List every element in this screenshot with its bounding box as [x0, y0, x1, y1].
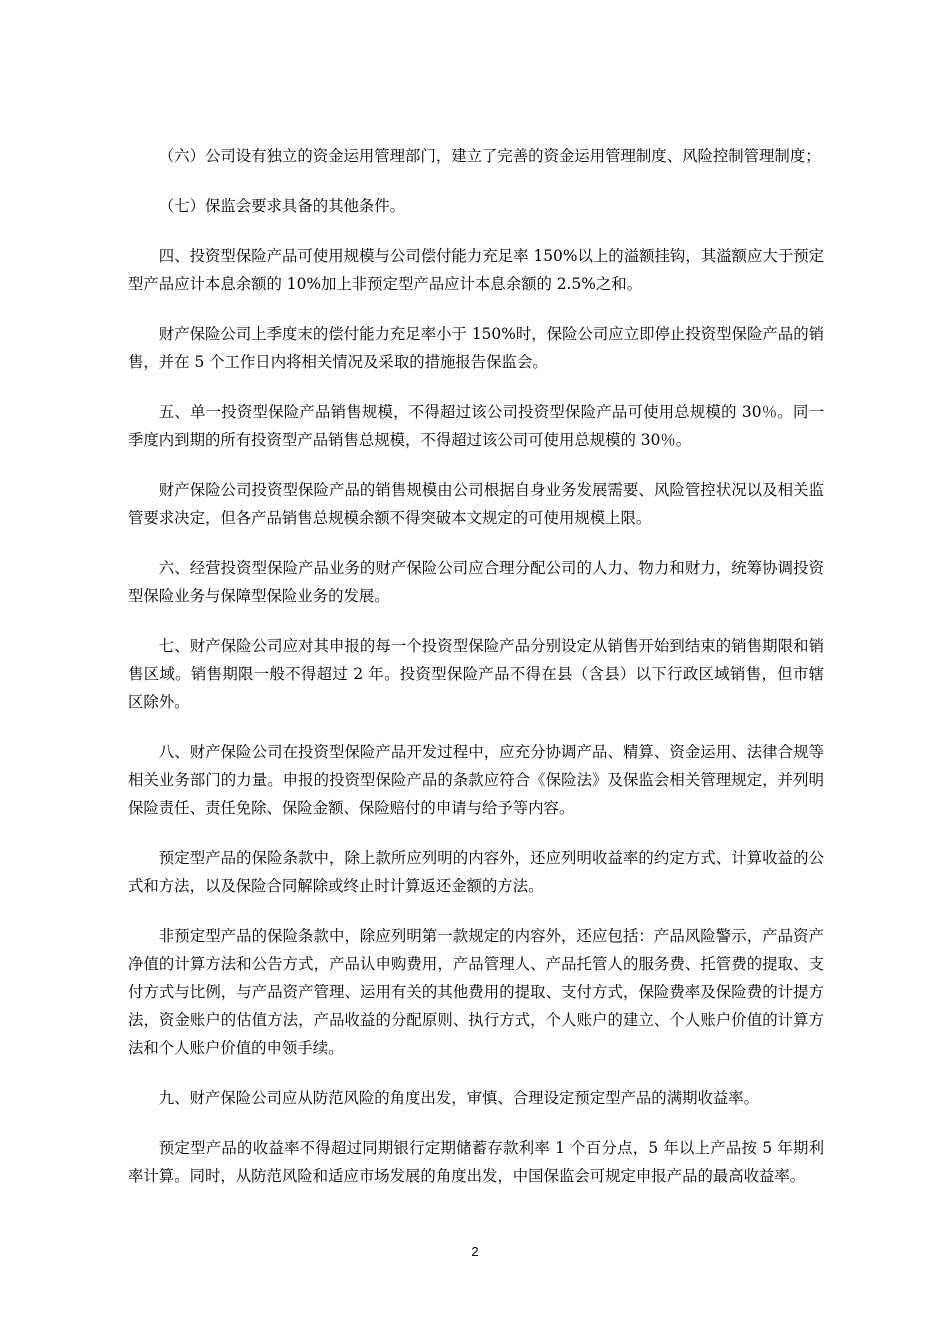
paragraph: 九、财产保险公司应从防范风险的角度出发，审慎、合理设定预定型产品的满期收益率。	[158, 1089, 760, 1107]
paragraph: 非预定型产品的保险条款中，除应列明第一款规定的内容外，还应包括：产品风险警示，产品资产净值的计算方法和公告方式，产品认申购费用，产品管理人、产品托管人的服务费、托管费的提取、支付方式与比例，与产品资产管理、运用有关的其他费用的提取、支付方式，保险费率及保险费的计提方法，资金账户的估值方法，产品收益的分配原则、执行方式，个人账户的建立、个人账户价值的计算方法和个人账户价值的申领手续。	[128, 927, 824, 1057]
paragraph: 八、财产保险公司在投资型保险产品开发过程中，应充分协调产品、精算、资金运用、法律合规等相关业务部门的力量。申报的投资型保险产品的条款应符合《保险法》及保监会相关管理规定，并列明保险责任、责任免除、保险金额、保险赔付的申请与给予等内容。	[128, 743, 824, 817]
page-number: 2	[471, 1244, 479, 1259]
paragraph: 财产保险公司上季度末的偿付能力充足率小于 150%时，保险公司应立即停止投资型保险产品的销售，并在 5 个工作日内将相关情况及采取的措施报告保监会。	[128, 325, 824, 371]
paragraph: 财产保险公司投资型保险产品的销售规模由公司根据自身业务发展需要、风险管控状况以及相关监管要求决定，但各产品销售总规模余额不得突破本文规定的可使用规模上限。	[128, 481, 824, 527]
paragraph: 预定型产品的收益率不得超过同期银行定期储蓄存款利率 1 个百分点，5 年以上产品按 5 年期利率计算。同时，从防范风险和适应市场发展的角度出发，中国保监会可规定申报产品的最高收益率。	[128, 1139, 824, 1185]
paragraph: 四、投资型保险产品可使用规模与公司偿付能力充足率 150%以上的溢额挂钩，其溢额应大于预定型产品应计本息余额的 10%加上非预定型产品应计本息余额的 2.5%之和。	[128, 247, 824, 293]
paragraph: （六）公司设有独立的资金运用管理部门，建立了完善的资金运用管理制度、风险控制管理制度；	[158, 147, 821, 165]
paragraph: （七）保监会要求具备的其他条件。	[158, 197, 406, 215]
document-body	[128, 142, 824, 1212]
paragraph: 五、单一投资型保险产品销售规模，不得超过该公司投资型保险产品可使用总规模的 30％。同一季度内到期的所有投资型产品销售总规模，不得超过该公司可使用总规模的 30％。	[128, 403, 824, 449]
paragraph: 预定型产品的保险条款中，除上款所应列明的内容外，还应列明收益率的约定方式、计算收益的公式和方法，以及保险合同解除或终止时计算返还金额的方法。	[128, 849, 824, 895]
paragraph: 七、财产保险公司应对其申报的每一个投资型保险产品分别设定从销售开始到结束的销售期限和销售区域。销售期限一般不得超过 2 年。投资型保险产品不得在县（含县）以下行政区域销售，但市辖区除外。	[128, 637, 824, 711]
paragraph: 六、经营投资型保险产品业务的财产保险公司应合理分配公司的人力、物力和财力，统筹协调投资型保险业务与保障型保险业务的发展。	[128, 559, 824, 605]
